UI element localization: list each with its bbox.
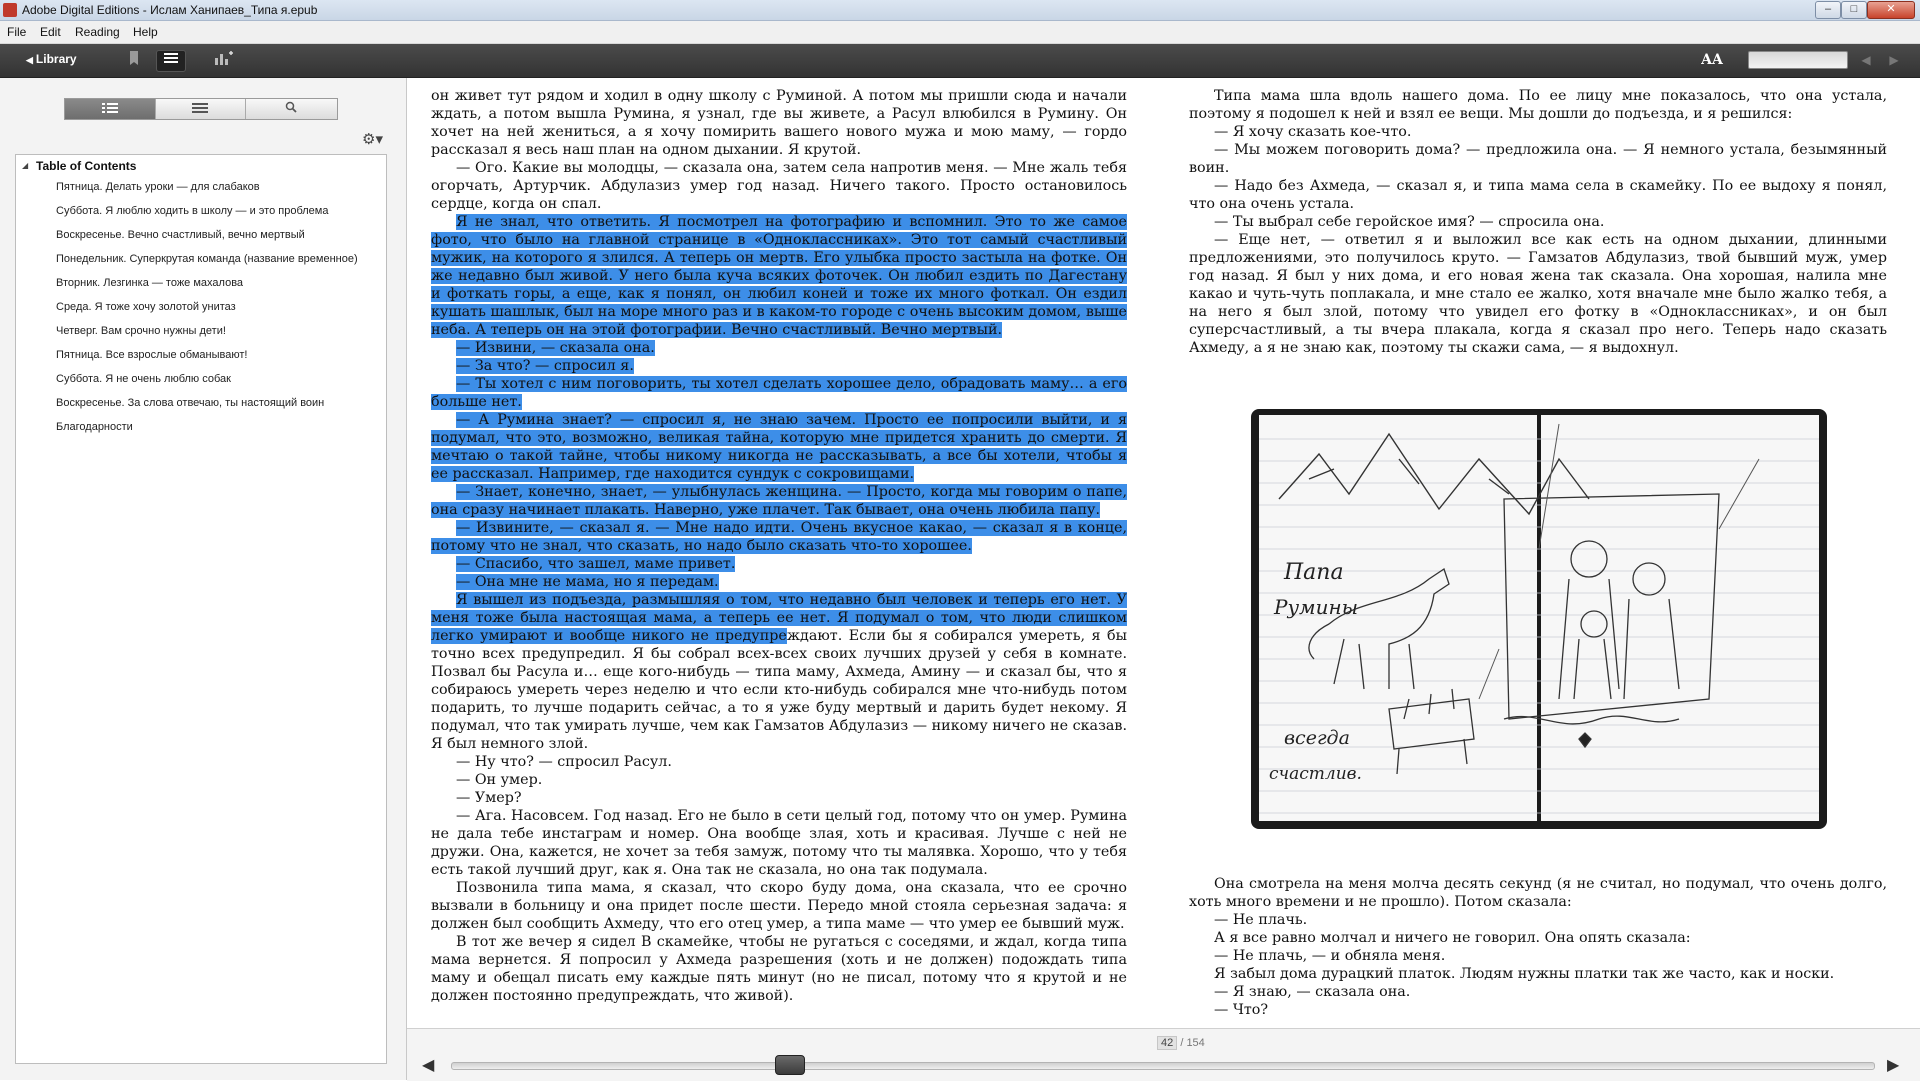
right-page-top-text	[1189, 87, 1887, 357]
paragraph: Типа мама шла вдоль нашего дома. По ее лицу мне показалось, что она устала, поэтому я подошел к ней и взял ее вещи. Мы дошли до подъезда, и я решился:	[1189, 88, 1887, 122]
paragraph: Она смотрела на меня молча десять секунд (я не считал, но подумал, что очень долго, хоть много времени и не прошло). Потом сказала:	[1189, 876, 1887, 910]
highlighted-text[interactable]: — А Румина знает? — спросил я, не знаю зачем. Просто ее попросили выйти, и я подумал, что это, возможно, великая тайна, которую мне придется хранить до смерти. Я мечтаю о такой тайне, чтобы никому никогда не рассказывать, а все бы хотели, чтобы я ее рассказал. Например, где находится сундук с сокровищами.	[431, 412, 1127, 482]
reading-progress-slider[interactable]	[451, 1062, 1875, 1070]
bookmark-icon[interactable]	[122, 50, 146, 70]
paragraph	[431, 375, 1127, 411]
highlighted-text[interactable]: — Спасибо, что зашел, маме привет.	[456, 556, 736, 572]
toc-item[interactable]: Пятница. Делать уроки — для слабаков	[56, 181, 260, 193]
window-title: Adobe Digital Editions - Ислам Ханипаев_Типа я.epub	[22, 3, 318, 17]
toc-item[interactable]: Суббота. Я люблю ходить в школу — и это проблема	[56, 205, 329, 217]
highlighted-text[interactable]: — Извини, — сказала она.	[456, 340, 655, 356]
paragraph	[431, 555, 1127, 573]
paragraph: — Не плачь.	[1214, 912, 1308, 928]
illustration-caption-3: всегда	[1284, 727, 1350, 749]
paragraph-text: — Он умер.	[456, 772, 543, 788]
paragraph: Я забыл дома дурацкий платок. Людям нужны платки так же часто, как и носки.	[1214, 966, 1835, 982]
prev-result-icon[interactable]: ◀	[1861, 53, 1871, 67]
paragraph	[431, 789, 1127, 807]
toc-item[interactable]: Среда. Я тоже хочу золотой унитаз	[56, 301, 236, 313]
toc-item[interactable]: Суббота. Я не очень люблю собак	[56, 373, 231, 385]
paragraph: — Мы можем поговорить дома? — предложила она. — Я немного устала, безымянный воин.	[1189, 142, 1887, 176]
prev-page-icon[interactable]: ◀	[422, 1057, 435, 1074]
sidebar	[0, 78, 407, 1080]
tab-search[interactable]	[245, 99, 337, 119]
highlighted-text[interactable]: — Ты хотел с ним поговорить, ты хотел сделать хорошее дело, обрадовать маму… а его больше нет.	[431, 376, 1127, 410]
paragraph-text: — Умер?	[456, 790, 522, 806]
notebook-illustration	[1239, 399, 1839, 835]
paragraph	[431, 771, 1127, 789]
paragraph	[431, 933, 1127, 1005]
paragraph: — Еще нет, — ответил я и выложил все как есть на одном дыхании, длинными предложениями, это получилось круто. — Гамзатов Абдулазиз, твой бывший муж, умер год назад. Я был у них дома, и его новая жена так сказала. Она хорошая, налила мне какао и чуть-чуть поплакала, и мне стало ее жалко, хотя вначале мне было жалко тебя, а на него я был злой, потому что увидел его фотку в «Одноклассниках», и он был суперсчастливый, а ты вчера плакала, когда я сказал про него. Теперь надо сказать Ахмеду, а я не знаю как, поэтому ты скажи сама, — я выдохнул.	[1189, 232, 1887, 356]
paragraph	[431, 753, 1127, 771]
collapse-triangle-icon[interactable]: ◢	[22, 161, 29, 170]
minimize-button[interactable]: –	[1815, 1, 1841, 19]
paragraph	[431, 411, 1127, 483]
highlighted-text[interactable]: Я вышел из подъезда, размышляя о том, что недавно был человек и теперь его нет. У меня тоже была настоящая мама, а теперь ее нет. Я подумал о том, что люди слишком легко умирают и вообще никого не предупре	[431, 592, 1127, 644]
paragraph-text: В тот же вечер я сидел В скамейке, чтобы не ругаться с соседями, и ждал, когда типа мама вернется. Я попросил у Ахмеда разрешения (хоть и не должен) подождать типа маму и обещал писать ему каждые пять минут (но не писал, потому что я крутой и не должен постоянно предупреждать, что живой).	[431, 934, 1127, 1004]
toc-item[interactable]: Вторник. Лезгинка — тоже махалова	[56, 277, 244, 289]
paragraph	[431, 807, 1127, 879]
next-result-icon[interactable]: ▶	[1889, 53, 1899, 67]
paragraph	[431, 357, 1127, 375]
library-label: Library	[35, 52, 77, 66]
toc-heading: Table of Contents	[36, 159, 137, 173]
paragraph	[431, 213, 1127, 339]
paragraph-text: — Ну что? — спросил Расул.	[456, 754, 672, 770]
close-button[interactable]: ✕	[1867, 1, 1915, 19]
illustration-caption-2: Румины	[1274, 595, 1358, 619]
left-page	[431, 87, 1127, 1005]
paragraph	[431, 573, 1127, 591]
window-title-bar	[0, 0, 1920, 21]
toc-item[interactable]: Воскресенье. За слова отвечаю, ты настоящий воин	[56, 397, 325, 409]
menu-bar	[0, 21, 1920, 44]
menu-edit[interactable]: Edit	[40, 25, 61, 39]
page-navigation-bar	[407, 1028, 1920, 1081]
menu-reading[interactable]: Reading	[75, 25, 120, 39]
search-input[interactable]	[1748, 51, 1848, 69]
library-button[interactable]	[26, 52, 77, 66]
paragraph: — Что?	[1214, 1002, 1269, 1018]
highlighted-text[interactable]: — За что? — спросил я.	[456, 358, 634, 374]
paragraph-text: ждают. Если бы я собирался умереть, я бы точно всех предупредил. Я бы собрал всех-всех своих лучших друзей у себя в комнате. Позвал бы Расула и… еще кого-нибудь — типа маму, Ахмеда, Амину — и сказал бы, что я собираюсь умереть через неделю и что если кто-нибудь собирался мне что-нибудь потом подарить, то лучше подарить сейчас, а то я уже буду мертвый и дарить будет некому. Я подумал, что так умирать лучше, чем как Гамзатов Абдулазиз — никому ничего не сказав. Я был немного злой.	[431, 628, 1127, 752]
paragraph: — Я знаю, — сказала она.	[1214, 984, 1411, 1000]
current-page-field[interactable]: 42	[1157, 1036, 1177, 1050]
total-pages: 154	[1186, 1037, 1205, 1049]
menu-help[interactable]: Help	[133, 25, 158, 39]
table-of-contents-panel	[15, 154, 387, 1064]
menu-file[interactable]: File	[7, 25, 27, 39]
paragraph	[431, 879, 1127, 933]
paragraph	[431, 591, 1127, 753]
paragraph-text: он живет тут рядом и ходил в одну школу с Руминой. А потом мы пришли сюда и начали ждать, а потом вышла Румина, я узнал, где вы живете, а Расул влюбился в Румину. Он хочет на ней жениться, а я хочу помирить вашего нового мужа и мою маму, — гордо рассказал я весь наш план на одном дыхании. Я крутой.	[431, 88, 1127, 158]
toc-item[interactable]: Четверг. Вам срочно нужны дети!	[56, 325, 226, 337]
paragraph	[431, 483, 1127, 519]
paragraph-text: — Ага. Насовсем. Год назад. Его не было в сети целый год, потому что он умер. Румина не дала тебе инстаграм и номер. Она вообще злая, хоть и красивая. Лучше с ней не дружи. Она, кажется, не хочет за тебя замуж, потому что ты малявка. Хорошо, что у тебя есть такой лучший друг, как я. Она так не сказала, но она так подумала.	[431, 808, 1127, 878]
reading-area	[407, 78, 1920, 1028]
tab-table-of-contents[interactable]	[65, 99, 156, 119]
paragraph: А я все равно молчал и ничего не говорил. Она опять сказала:	[1214, 930, 1691, 946]
gear-icon[interactable]: ⚙▾	[362, 131, 383, 148]
paragraph-text: Позвонила типа мама, я сказал, что скоро буду дома, она сказала, что ее срочно вызвали в больницу и она придет после шести. Передо мной стояла серьезная задача: я должен был сообщить Ахмеду, что его отец умер, а типа маме — что умер ее бывший муж.	[431, 880, 1127, 932]
app-icon	[3, 3, 17, 17]
toc-item[interactable]: Благодарности	[56, 421, 133, 433]
paragraph	[431, 87, 1127, 159]
highlighted-text[interactable]: — Знает, конечно, знает, — улыбнулась женщина. — Просто, когда мы говорим о папе, она сразу начинает плакать. Наверно, уже плачет. Так бывает, она очень любила папу.	[431, 484, 1127, 518]
maximize-button[interactable]: □	[1841, 1, 1867, 19]
paragraph: — Ты выбрал себе геройское имя? — спросила она.	[1214, 214, 1605, 230]
paragraph-text: — Ого. Какие вы молодцы, — сказала она, затем села напротив меня. — Мне жаль тебя огорчать, Артурчик. Абдулазиз умер год назад. Ничего такого. Просто остановилось сердце, когда он спал.	[431, 160, 1127, 212]
back-arrow-icon: ◀	[26, 55, 33, 65]
toc-item[interactable]: Понедельник. Суперкрутая команда (название временное)	[56, 253, 358, 265]
illustration-caption-4: счастлив.	[1269, 764, 1362, 784]
paragraph: — Надо без Ахмеда, — сказал я, и типа мама села в скамейку. По ее выдоху я понял, что она очень устала.	[1189, 178, 1887, 212]
toc-list-icon	[102, 103, 118, 113]
search-icon	[285, 101, 297, 113]
highlighted-text[interactable]: Я не знал, что ответить. Я посмотрел на фотографию и вспомнил. Это то же самое фото, что было на главной странице в «Одноклассниках». Это тот самый счастливый мужик, на которого я злился. А теперь он мертв. Его улыбка просто застыла на фотке. Он же недавно был живой. У него была куча всяких фоточек. Он любил ездить по Дагестану и фоткать горы, а еще, как я понял, он любил коней и тоже их много фоткал. Он ездил кушать шашлык, был на море много раз и в каком-то городе с очень высоким домом, выше неба. А теперь он на этой фотографии. Вечно счастливый. Вечно мертвый.	[431, 214, 1127, 338]
page-separator: /	[1180, 1037, 1184, 1049]
right-page-bottom-text	[1189, 875, 1887, 1019]
list-view-icon[interactable]	[156, 50, 186, 72]
toolbar	[0, 44, 1920, 78]
bookmarks-list-icon	[192, 103, 208, 113]
toc-item[interactable]: Воскресенье. Вечно счастливый, вечно мертвый	[56, 229, 305, 241]
sidebar-tabs	[64, 98, 338, 120]
illustration-caption-1: Папа	[1284, 560, 1344, 585]
font-size-icon[interactable]: AA	[1701, 52, 1723, 68]
paragraph	[431, 339, 1127, 357]
highlighted-text[interactable]: — Извините, — сказал я. — Мне надо идти. Очень вкусное какао, — сказал я в конце, потому что не знал, что сказать, но надо было сказать что-то хорошее.	[431, 520, 1127, 554]
add-chart-icon[interactable]	[212, 50, 236, 70]
page-indicator	[1157, 1036, 1205, 1050]
toc-item[interactable]: Пятница. Все взрослые обманывают!	[56, 349, 248, 361]
paragraph: — Я хочу сказать кое-что.	[1214, 124, 1412, 140]
paragraph	[431, 159, 1127, 213]
paragraph: — Не плачь, — и обняла меня.	[1214, 948, 1446, 964]
highlighted-text[interactable]: — Она мне не мама, но я передам.	[456, 574, 719, 590]
tab-bookmarks[interactable]	[155, 99, 246, 119]
next-page-icon[interactable]: ▶	[1887, 1057, 1900, 1074]
paragraph	[431, 519, 1127, 555]
progress-slider-thumb[interactable]	[775, 1055, 805, 1075]
